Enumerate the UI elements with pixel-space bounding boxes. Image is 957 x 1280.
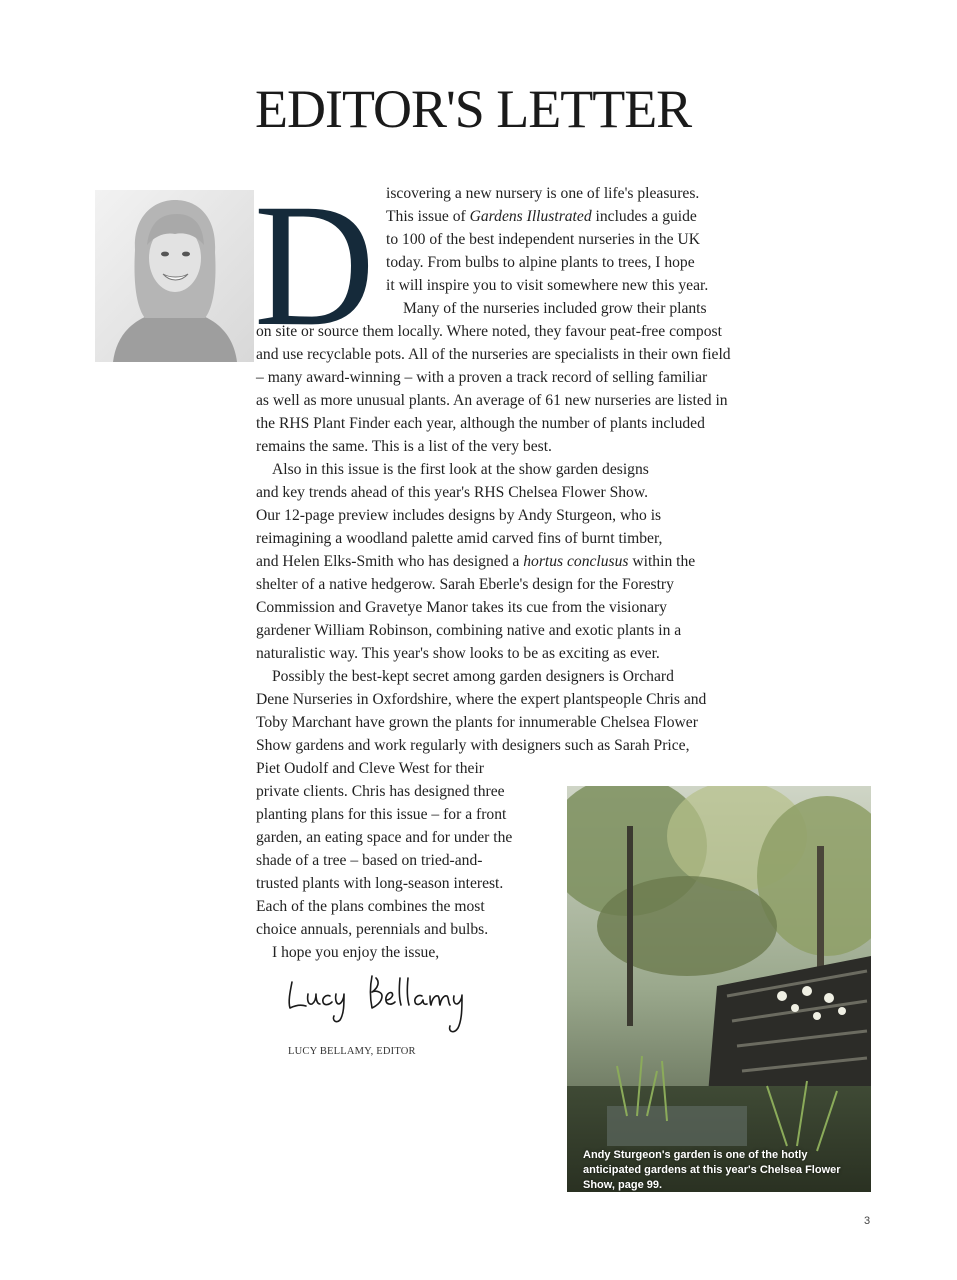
letter-line bbox=[256, 577, 674, 593]
letter-line bbox=[386, 209, 697, 225]
letter-line bbox=[256, 324, 722, 340]
letter-line bbox=[256, 347, 731, 363]
line-text: and key trends ahead of this year's RHS Chelsea Flower Show. bbox=[256, 484, 648, 501]
letter-line bbox=[256, 761, 484, 777]
letter-line bbox=[256, 393, 728, 409]
line-text: Toby Marchant have grown the plants for innumerable Chelsea Flower bbox=[256, 714, 698, 731]
italic-title: Gardens Illustrated bbox=[469, 208, 592, 225]
letter-line bbox=[256, 646, 660, 662]
letter-line bbox=[386, 255, 695, 271]
letter-line bbox=[256, 370, 707, 386]
letter-line bbox=[256, 508, 661, 524]
line-text: gardener William Robinson, combining native and exotic plants in a bbox=[256, 622, 682, 639]
line-text: Our 12-page preview includes designs by Andy Sturgeon, who is bbox=[256, 507, 662, 524]
line-text: private clients. Chris has designed three bbox=[256, 783, 505, 800]
line-text: iscovering a new nursery is one of life's pleasures. bbox=[386, 185, 700, 202]
line-text: the RHS Plant Finder each year, although the number of plants included bbox=[256, 415, 705, 432]
line-text: Also in this issue is the first look at the show garden designs bbox=[272, 461, 649, 478]
letter-line bbox=[256, 899, 485, 915]
line-text: shade of a tree – based on tried-and- bbox=[256, 852, 483, 869]
letter-line bbox=[256, 485, 648, 501]
line-text: within the bbox=[628, 553, 696, 570]
letter-line bbox=[256, 692, 706, 708]
line-text: includes a guide bbox=[591, 208, 697, 225]
line-text: choice annuals, perennials and bulbs. bbox=[256, 921, 489, 938]
letter-line bbox=[386, 186, 699, 202]
letter-line bbox=[256, 738, 690, 754]
page-title: EDITOR'S LETTER bbox=[255, 79, 692, 139]
line-text: garden, an eating space and for under the bbox=[256, 829, 513, 846]
letter-line bbox=[256, 554, 695, 570]
signoff-name: LUCY BELLAMY, EDITOR bbox=[288, 1046, 416, 1057]
editor-portrait-image bbox=[95, 190, 254, 362]
garden-photo bbox=[567, 786, 871, 1192]
letter-line bbox=[403, 301, 707, 317]
letter-line bbox=[256, 531, 662, 547]
letter-line bbox=[256, 600, 667, 616]
line-text: on site or source them locally. Where noted, they favour peat-free compost bbox=[256, 323, 722, 340]
letter-line bbox=[256, 784, 505, 800]
line-text: today. From bulbs to alpine plants to trees, I hope bbox=[386, 254, 695, 271]
line-text: naturalistic way. This year's show looks to be as exciting as ever. bbox=[256, 645, 660, 662]
line-text: Each of the plans combines the most bbox=[256, 898, 485, 915]
drop-cap: D bbox=[254, 168, 375, 363]
letter-line bbox=[256, 416, 705, 432]
letter-line bbox=[256, 876, 503, 892]
letter-line bbox=[256, 807, 506, 823]
letter-line bbox=[272, 462, 649, 478]
line-text: Many of the nurseries included grow their plants bbox=[403, 300, 707, 317]
line-text: trusted plants with long-season interest. bbox=[256, 875, 504, 892]
letter-line bbox=[256, 715, 698, 731]
line-text: I hope you enjoy the issue, bbox=[272, 944, 440, 961]
letter-line bbox=[256, 623, 681, 639]
letter-line bbox=[256, 922, 488, 938]
letter-line bbox=[256, 853, 482, 869]
letter-line bbox=[272, 945, 439, 961]
line-text: – many award-winning – with a proven a track record of selling familiar bbox=[256, 369, 708, 386]
editor-portrait bbox=[95, 190, 254, 362]
garden-photo-image bbox=[567, 786, 871, 1192]
editor-signature bbox=[282, 968, 482, 1048]
line-text: as well as more unusual plants. An average of 61 new nurseries are listed in bbox=[256, 392, 728, 409]
line-text: and use recyclable pots. All of the nurseries are specialists in their own field bbox=[256, 346, 731, 363]
line-text: to 100 of the best independent nurseries in the UK bbox=[386, 231, 700, 248]
line-text: it will inspire you to visit somewhere new this year. bbox=[386, 277, 709, 294]
line-text: Commission and Gravetye Manor takes its cue from the visionary bbox=[256, 599, 667, 616]
letter-line bbox=[256, 439, 552, 455]
page-number: 3 bbox=[864, 1215, 871, 1227]
letter-line bbox=[272, 669, 674, 685]
photo-caption: Andy Sturgeon's garden is one of the hotly anticipated gardens at this year's Chelsea Flower Show, page 99. bbox=[583, 1149, 841, 1191]
line-text: and Helen Elks-Smith who has designed a bbox=[256, 553, 524, 570]
line-text: This issue of bbox=[386, 208, 470, 225]
line-text: remains the same. This is a list of the very best. bbox=[256, 438, 552, 455]
line-text: shelter of a native hedgerow. Sarah Eberle's design for the Forestry bbox=[256, 576, 674, 593]
line-text: Dene Nurseries in Oxfordshire, where the expert plantspeople Chris and bbox=[256, 691, 707, 708]
letter-line bbox=[386, 278, 708, 294]
line-text: Possibly the best-kept secret among garden designers is Orchard bbox=[272, 668, 674, 685]
line-text: Piet Oudolf and Cleve West for their bbox=[256, 760, 484, 777]
italic-title: hortus conclusus bbox=[523, 553, 629, 570]
letter-line bbox=[256, 830, 512, 846]
line-text: reimagining a woodland palette amid carved fins of burnt timber, bbox=[256, 530, 663, 547]
line-text: planting plans for this issue – for a front bbox=[256, 806, 507, 823]
line-text: Show gardens and work regularly with designers such as Sarah Price, bbox=[256, 737, 690, 754]
letter-line bbox=[386, 232, 700, 248]
